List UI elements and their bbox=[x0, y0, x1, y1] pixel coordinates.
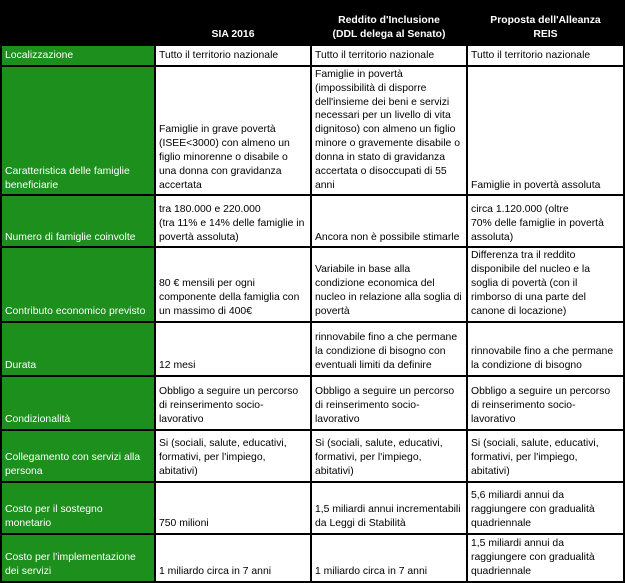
table-cell: 80 € mensili per ogni componente della famiglia con un massimo di 400€ bbox=[156, 248, 310, 320]
row-label: Costo per l'implementazione dei servizi bbox=[2, 535, 154, 581]
table-cell: Si (sociali, salute, educativi, formativi, per l'impiego, abitativi) bbox=[468, 431, 623, 481]
row-label: Caratteristica delle famiglie beneficiarie bbox=[2, 67, 154, 194]
table-cell: Tutto il territorio nazionale bbox=[468, 46, 623, 65]
row-label: Costo per il sostegno monetario bbox=[2, 483, 154, 533]
table-row bbox=[2, 46, 623, 65]
table-cell: Variabile in base alla condizione economica del nucleo in relazione alla soglia di povertà bbox=[312, 248, 466, 320]
table-row bbox=[2, 323, 623, 375]
table-cell: 1 miliardo circa in 7 anni bbox=[312, 535, 466, 581]
table-row bbox=[2, 431, 623, 481]
table-cell: 1,5 miliardi annui incrementabili da Leggi di Stabilità bbox=[312, 483, 466, 533]
table-cell: Obbligo a seguire un percorso di reinserimento socio- lavorativo bbox=[156, 377, 310, 429]
table-cell: 1,5 miliardi annui da raggiungere con gradualità quadriennale bbox=[468, 535, 623, 581]
table-cell: tra 180.000 e 220.000 (tra 11% e 14% delle famiglie in povertà assoluta) bbox=[156, 196, 310, 246]
table-cell: 750 milioni bbox=[156, 483, 310, 533]
row-label: Localizzazione bbox=[2, 46, 154, 65]
header-sia-2016: SIA 2016 bbox=[156, 2, 310, 44]
table-cell: rinnovabile fino a che permane la condizione di bisogno con eventuali limiti da definire bbox=[312, 323, 466, 375]
table-cell: Si (sociali, salute, educativi, formativi, per l'impiego, abitativi) bbox=[312, 431, 466, 481]
row-label: Collegamento con servizi alla persona bbox=[2, 431, 154, 481]
row-label: Durata bbox=[2, 323, 154, 375]
header-row bbox=[2, 2, 623, 44]
table-cell: Obbligo a seguire un percorso di reinserimento socio- lavorativo bbox=[468, 377, 623, 429]
header-proposta-alleanza: Proposta dell'Alleanza REIS bbox=[468, 2, 623, 44]
table-cell: Tutto il territorio nazionale bbox=[312, 46, 466, 65]
table-cell: Famiglie in grave povertà (ISEE<3000) con almeno un figlio minorenne o disabile o una donna con gravidanza accertata bbox=[156, 67, 310, 194]
table-cell: Si (sociali, salute, educativi, formativi, per l'impiego, abitativi) bbox=[156, 431, 310, 481]
table-cell: Obbligo a seguire un percorso di reinserimento socio- lavorativo bbox=[312, 377, 466, 429]
table-cell: Famiglie in povertà assoluta bbox=[468, 67, 623, 194]
row-label: Condizionalità bbox=[2, 377, 154, 429]
table-row bbox=[2, 377, 623, 429]
table-row bbox=[2, 248, 623, 320]
table-row bbox=[2, 67, 623, 194]
table-cell: 5,6 miliardi annui da raggiungere con gradualità quadriennale bbox=[468, 483, 623, 533]
row-label: Contributo economico previsto bbox=[2, 248, 154, 320]
header-corner bbox=[2, 2, 154, 44]
table-row bbox=[2, 196, 623, 246]
row-label: Numero di famiglie coinvolte bbox=[2, 196, 154, 246]
table-row bbox=[2, 535, 623, 581]
table-row bbox=[2, 483, 623, 533]
table-cell: Ancora non è possibile stimarle bbox=[312, 196, 466, 246]
table-cell: rinnovabile fino a che permane la condizione di bisogno bbox=[468, 323, 623, 375]
table-cell: Differenza tra il reddito disponibile del nucleo e la soglia di povertà (con il rimborso di una parte del canone di locazione) bbox=[468, 248, 623, 320]
table-cell: Famiglie in povertà (impossibilità di disporre dell'insieme dei beni e servizi necessari per un livello di vita dignitoso) con almeno un figlio minore o gravemente disabile o donna in stato di gravidanza accertata o disoccupati di 55 anni bbox=[312, 67, 466, 194]
header-reddito-inclusione: Reddito d'Inclusione (DDL delega al Senato) bbox=[312, 2, 466, 44]
table-cell: Tutto il territorio nazionale bbox=[156, 46, 310, 65]
table-cell: 1 miliardo circa in 7 anni bbox=[156, 535, 310, 581]
table-cell: circa 1.120.000 (oltre 70% delle famiglie in povertà assoluta) bbox=[468, 196, 623, 246]
table-cell: 12 mesi bbox=[156, 323, 310, 375]
